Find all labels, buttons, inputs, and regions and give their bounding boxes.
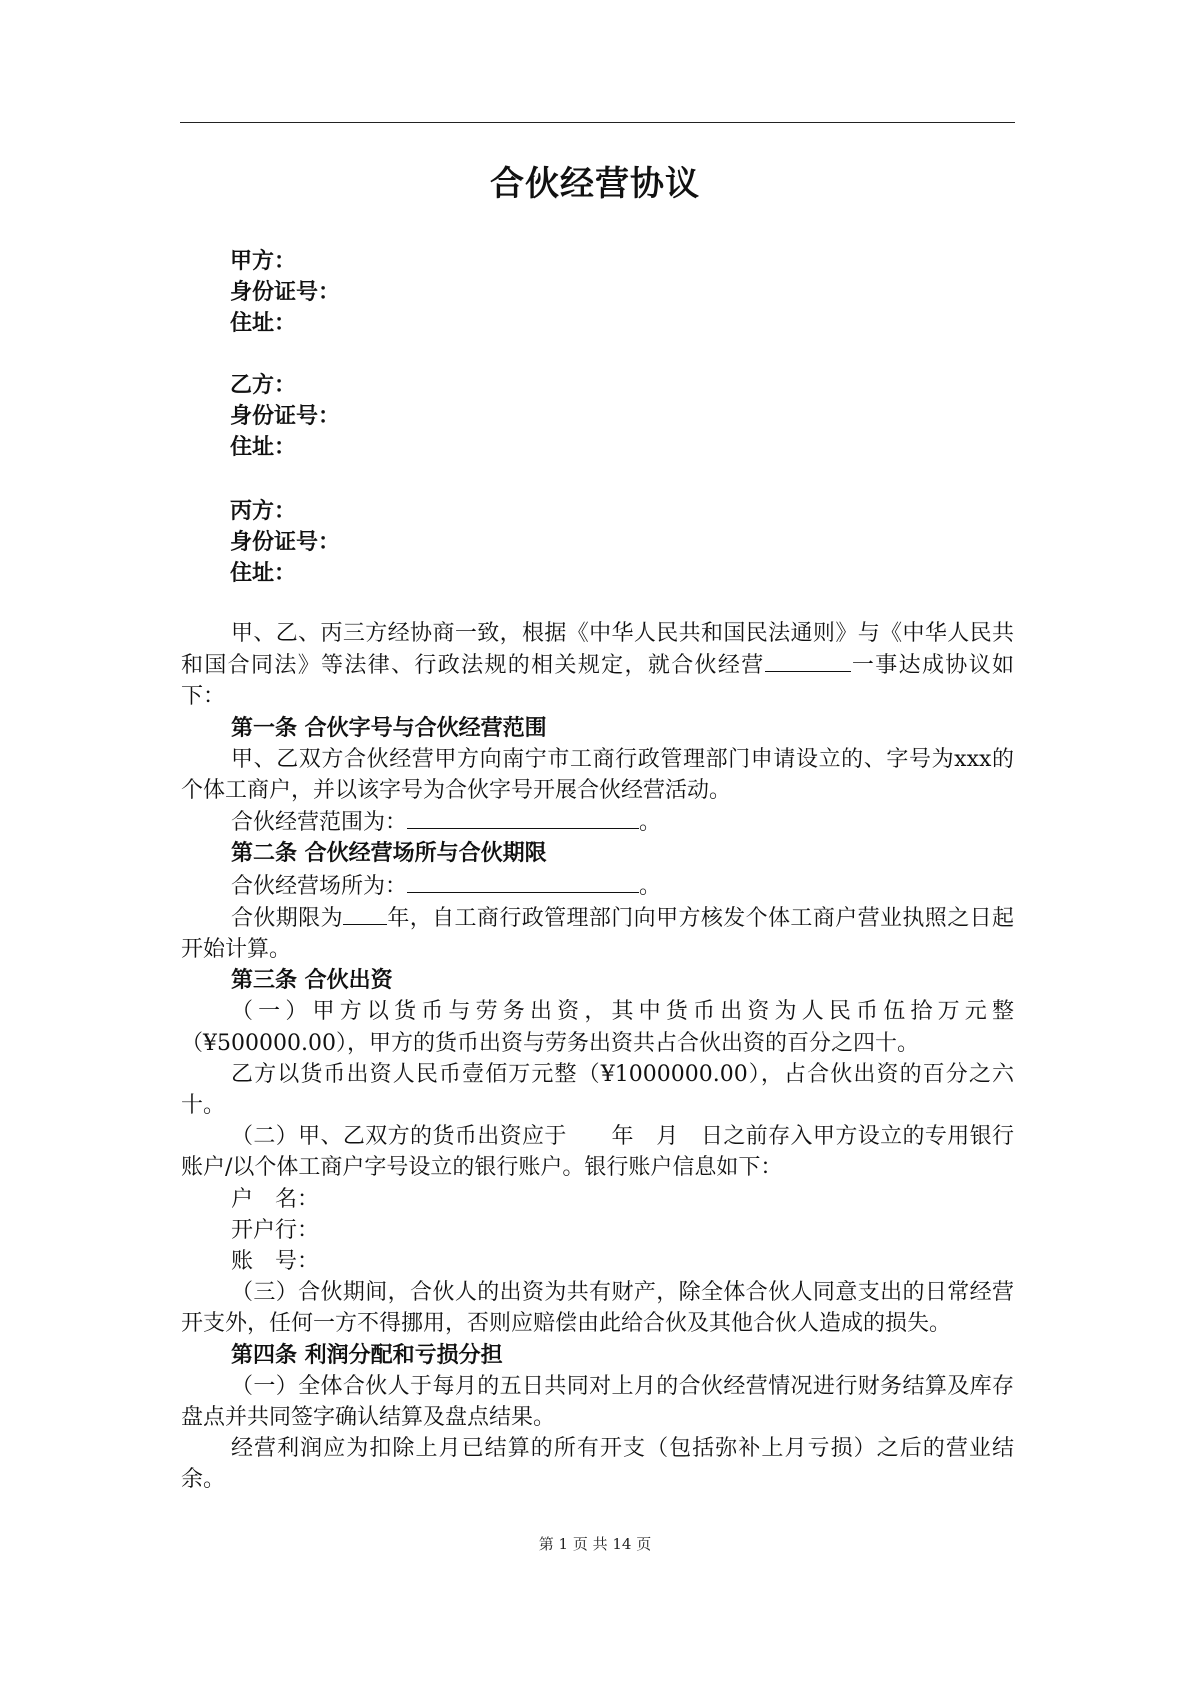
business-place-blank — [407, 870, 639, 893]
partnership-term-paragraph: 合伙期限为 年，自工商行政管理部门向甲方核发个体工商户营业执照之日起开始计算。 — [181, 902, 1014, 965]
party-a-label: 甲方： — [230, 249, 297, 274]
business-name-blank — [765, 649, 851, 672]
party-a-address-label: 住址： — [230, 311, 297, 336]
account-name-line: 户 名： — [231, 1186, 320, 1212]
article3-paragraph-2: 乙方以货币出资人民币壹佰万元整（¥1000000.00），占合伙出资的百分之六十。 — [181, 1061, 1014, 1119]
party-a-block — [230, 246, 340, 339]
contract-body — [181, 618, 1014, 1496]
party-c-address-label: 住址： — [230, 561, 297, 586]
party-c-label: 丙方： — [230, 499, 297, 524]
party-b-block — [230, 370, 340, 463]
party-b-id-label: 身份证号： — [230, 404, 341, 429]
article3-paragraph-1: （一）甲方以货币与劳务出资，其中货币出资为人民币伍拾万元整（¥500000.00），甲方的货币出资与劳务出资共占合伙出资的百分之四十。 — [181, 999, 1014, 1056]
article1-paragraph: 甲、乙双方合伙经营甲方向南宁市工商行政管理部门申请设立的、字号为xxx的个体工商户，并以该字号为合伙字号开展合伙经营活动。 — [181, 746, 1014, 804]
account-number-line: 账 号： — [231, 1249, 320, 1275]
article4-paragraph-2: 经营利润应为扣除上月已结算的所有开支（包括弥补上月亏损）之后的营业结余。 — [181, 1436, 1014, 1493]
preamble-paragraph: 甲、乙、丙三方经协商一致，根据《中华人民共和国民法通则》与《中华人民共和国合同法》等法律、行政法规的相关规定，就合伙经营 一事达成协议如下： — [181, 621, 1014, 710]
party-c-id-label: 身份证号： — [230, 530, 341, 555]
document-title: 合伙经营协议 — [490, 164, 700, 204]
article4-heading: 第四条 利润分配和亏损分担 — [231, 1342, 503, 1368]
article3-heading: 第三条 合伙出资 — [231, 968, 393, 994]
article3-paragraph-4: （三）合伙期间，合伙人的出资为共有财产，除全体合伙人同意支出的日常经营开支外，任何一方不得挪用，否则应赔偿由此给合伙及其他合伙人造成的损失。 — [181, 1280, 1014, 1337]
party-c-block — [230, 496, 340, 589]
business-scope-blank — [407, 806, 639, 829]
term-years-blank — [343, 902, 387, 925]
bank-line: 开户行： — [231, 1217, 320, 1243]
article1-heading: 第一条 合伙字号与合伙经营范围 — [231, 715, 547, 741]
party-a-id-label: 身份证号： — [230, 280, 341, 305]
article4-paragraph-1: （一）全体合伙人于每月的五日共同对上月的合伙经营情况进行财务结算及库存盘点并共同签字确认结算及盘点结果。 — [181, 1373, 1014, 1431]
party-b-label: 乙方： — [230, 373, 297, 398]
article3-paragraph-3: （二）甲、乙双方的货币出资应于 年 月 日之前存入甲方设立的专用银行账户/以个体工商户字号设立的银行账户。银行账户信息如下： — [181, 1124, 1014, 1181]
business-place-line: 合伙经营场所为： 。 — [181, 870, 1014, 902]
party-b-address-label: 住址： — [230, 435, 297, 460]
business-scope-line: 合伙经营范围为： 。 — [181, 806, 1014, 838]
page-footer: 第 1 页 共 14 页 — [538, 1535, 652, 1553]
article2-heading: 第二条 合伙经营场所与合伙期限 — [231, 841, 547, 867]
header-rule — [180, 122, 1015, 123]
